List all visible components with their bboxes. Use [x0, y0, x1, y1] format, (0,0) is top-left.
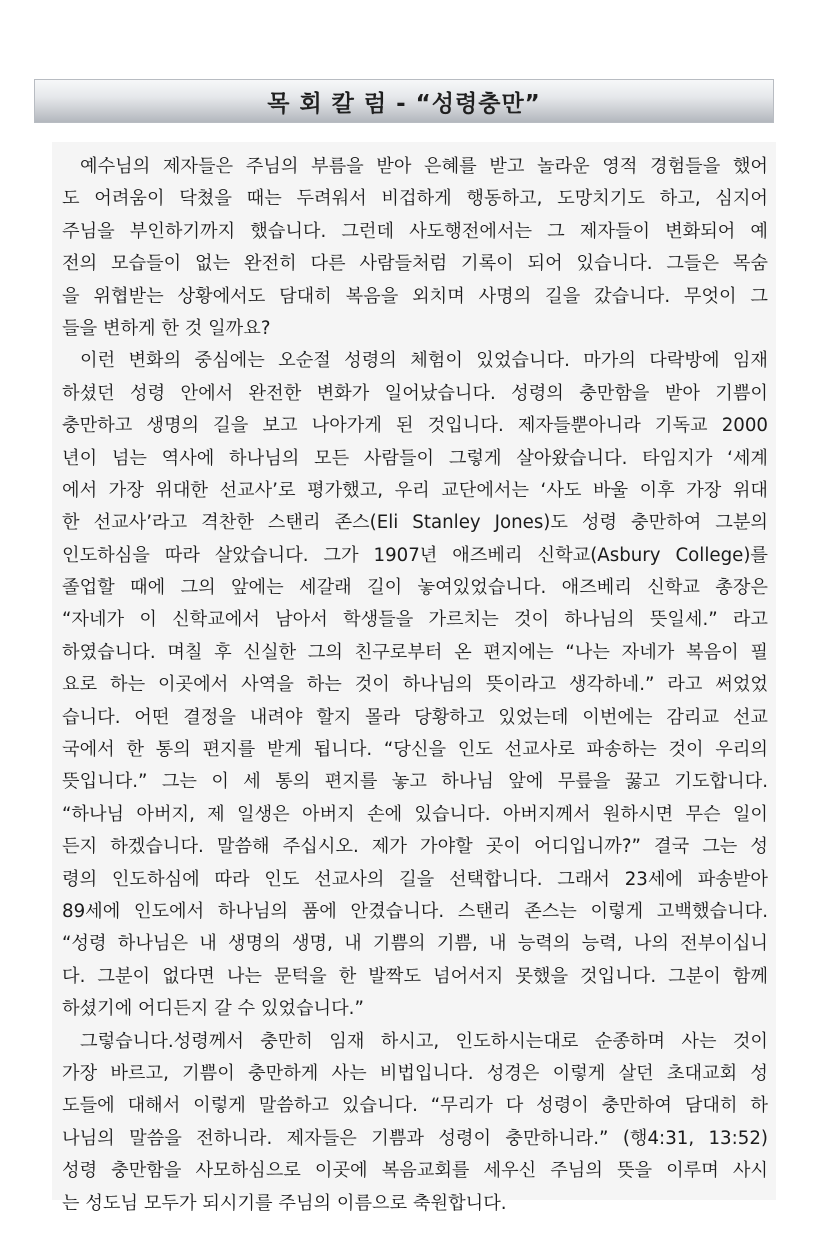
- text-line: 도 어려움이 닥쳤을 때는 두려워서 비겁하게 행동하고, 도망치기도 하고, 심지어: [62, 188, 768, 210]
- column-text: [62, 151, 768, 1220]
- text-line: 령의 인도하심에 따라 인도 선교사의 길을 선택합니다. 그래서 23세에 파송받아: [62, 868, 768, 890]
- text-line: 하셨던 성령 안에서 완전한 변화가 일어났습니다. 성령의 충만함을 받아 기쁨이: [62, 382, 768, 404]
- text-line: 요로 하는 이곳에서 사역을 하는 것이 하나님의 뜻이라고 생각하네.” 라고 써었었: [62, 674, 768, 696]
- text-line: 는 성도님 모두가 되시기를 주님의 이름으로 축원합니다.: [62, 1192, 507, 1214]
- text-line: 들을 변하게 한 것 일까요?: [62, 317, 271, 339]
- text-line: 하셨기에 어디든지 갈 수 있었습니다.”: [62, 998, 364, 1020]
- text-line: 하였습니다. 며칠 후 신실한 그의 친구로부터 온 편지에는 “나는 자네가 복음이 필: [62, 641, 768, 663]
- text-line: 예수님의 제자들은 주님의 부름을 받아 은혜를 받고 놀라운 영적 경험들을 했어: [80, 156, 768, 177]
- text-line: 그렇습니다.성령께서 충만히 임재 하시고, 인도하시는대로 순종하며 사는 것이: [80, 1030, 768, 1052]
- text-line: 뜻입니다.” 그는 이 세 통의 편지를 놓고 하나님 앞에 무릎을 꿇고 기도합니다.: [62, 771, 768, 793]
- text-line: 국에서 한 통의 편지를 받게 됩니다. “당신을 인도 선교사로 파송하는 것이 우리의: [62, 739, 768, 761]
- column-title: 목 회 칼 럼 - “성령충만”: [267, 90, 541, 117]
- text-line: “성령 하나님은 내 생명의 생명, 내 기쁨의 기쁨, 내 능력의 능력, 나의 전부이십니: [62, 933, 768, 955]
- text-line: 전의 모습들이 없는 완전히 다른 사람들처럼 기록이 되어 있습니다. 그들은 목숨: [62, 253, 768, 275]
- text-line: 인도하심을 따라 살았습니다. 그가 1907년 애즈베리 신학교(Asbury College)를: [62, 544, 768, 566]
- text-line: 든지 하겠습니다. 말씀해 주십시오. 제가 가야할 곳이 어디입니까?” 결국 그는 성: [62, 836, 768, 858]
- text-line: “자네가 이 신학교에서 남아서 학생들을 가르치는 것이 하나님의 뜻일세.” 라고: [62, 609, 768, 631]
- text-line: 89세에 인도에서 하나님의 품에 안겼습니다. 스탠리 존스는 이렇게 고백했습니다.: [62, 900, 768, 922]
- text-line: 이런 변화의 중심에는 오순절 성령의 체험이 있었습니다. 마가의 다락방에 임재: [80, 350, 768, 372]
- text-line: 충만하고 생명의 길을 보고 나아가게 된 것입니다. 제자들뿐아니라 기독교 2000: [62, 415, 768, 437]
- text-line: 졸업할 때에 그의 앞에는 세갈래 길이 놓여있었습니다. 애즈베리 신학교 총장은: [62, 577, 768, 599]
- text-line: 년이 넘는 역사에 하나님의 모든 사람들이 그렇게 살아왔습니다. 타임지가 ‘세계: [62, 447, 768, 469]
- column-title-bar: [34, 79, 774, 123]
- text-line: 습니다. 어떤 결정을 내려야 할지 몰라 당황하고 있었는데 이번에는 감리교 선교: [62, 706, 768, 728]
- text-line: 에서 가장 위대한 선교사’로 평가했고, 우리 교단에서는 ‘사도 바울 이후 가장 위대: [62, 479, 768, 501]
- text-line: 다. 그분이 없다면 나는 문턱을 한 발짝도 넘어서지 못했을 것입니다. 그분이 함께: [62, 965, 768, 987]
- text-line: 나님의 말씀을 전하니라. 제자들은 기쁨과 성령이 충만하니라.” (행4:31, 13:52): [62, 1127, 768, 1149]
- text-line: 성령 충만함을 사모하심으로 이곳에 복음교회를 세우신 주님의 뜻을 이루며 사시: [62, 1160, 768, 1182]
- text-line: 도들에 대해서 이렇게 말씀하고 있습니다. “무리가 다 성령이 충만하여 담대히 하: [62, 1095, 768, 1117]
- text-line: 가장 바르고, 기쁨이 충만하게 사는 비법입니다. 성경은 이렇게 살던 초대교회 성: [62, 1062, 768, 1084]
- text-line: 한 선교사’라고 격찬한 스탠리 존스(Eli Stanley Jones)도 성령 충만하여 그분의: [62, 512, 768, 534]
- text-line: 을 위협받는 상황에서도 담대히 복음을 외치며 사명의 길을 갔습니다. 무엇이 그: [62, 285, 768, 307]
- text-line: “하나님 아버지, 제 일생은 아버지 손에 있습니다. 아버지께서 원하시면 무슨 일이: [62, 803, 768, 825]
- text-line: 주님을 부인하기까지 했습니다. 그런데 사도행전에서는 그 제자들이 변화되어 예: [62, 220, 768, 242]
